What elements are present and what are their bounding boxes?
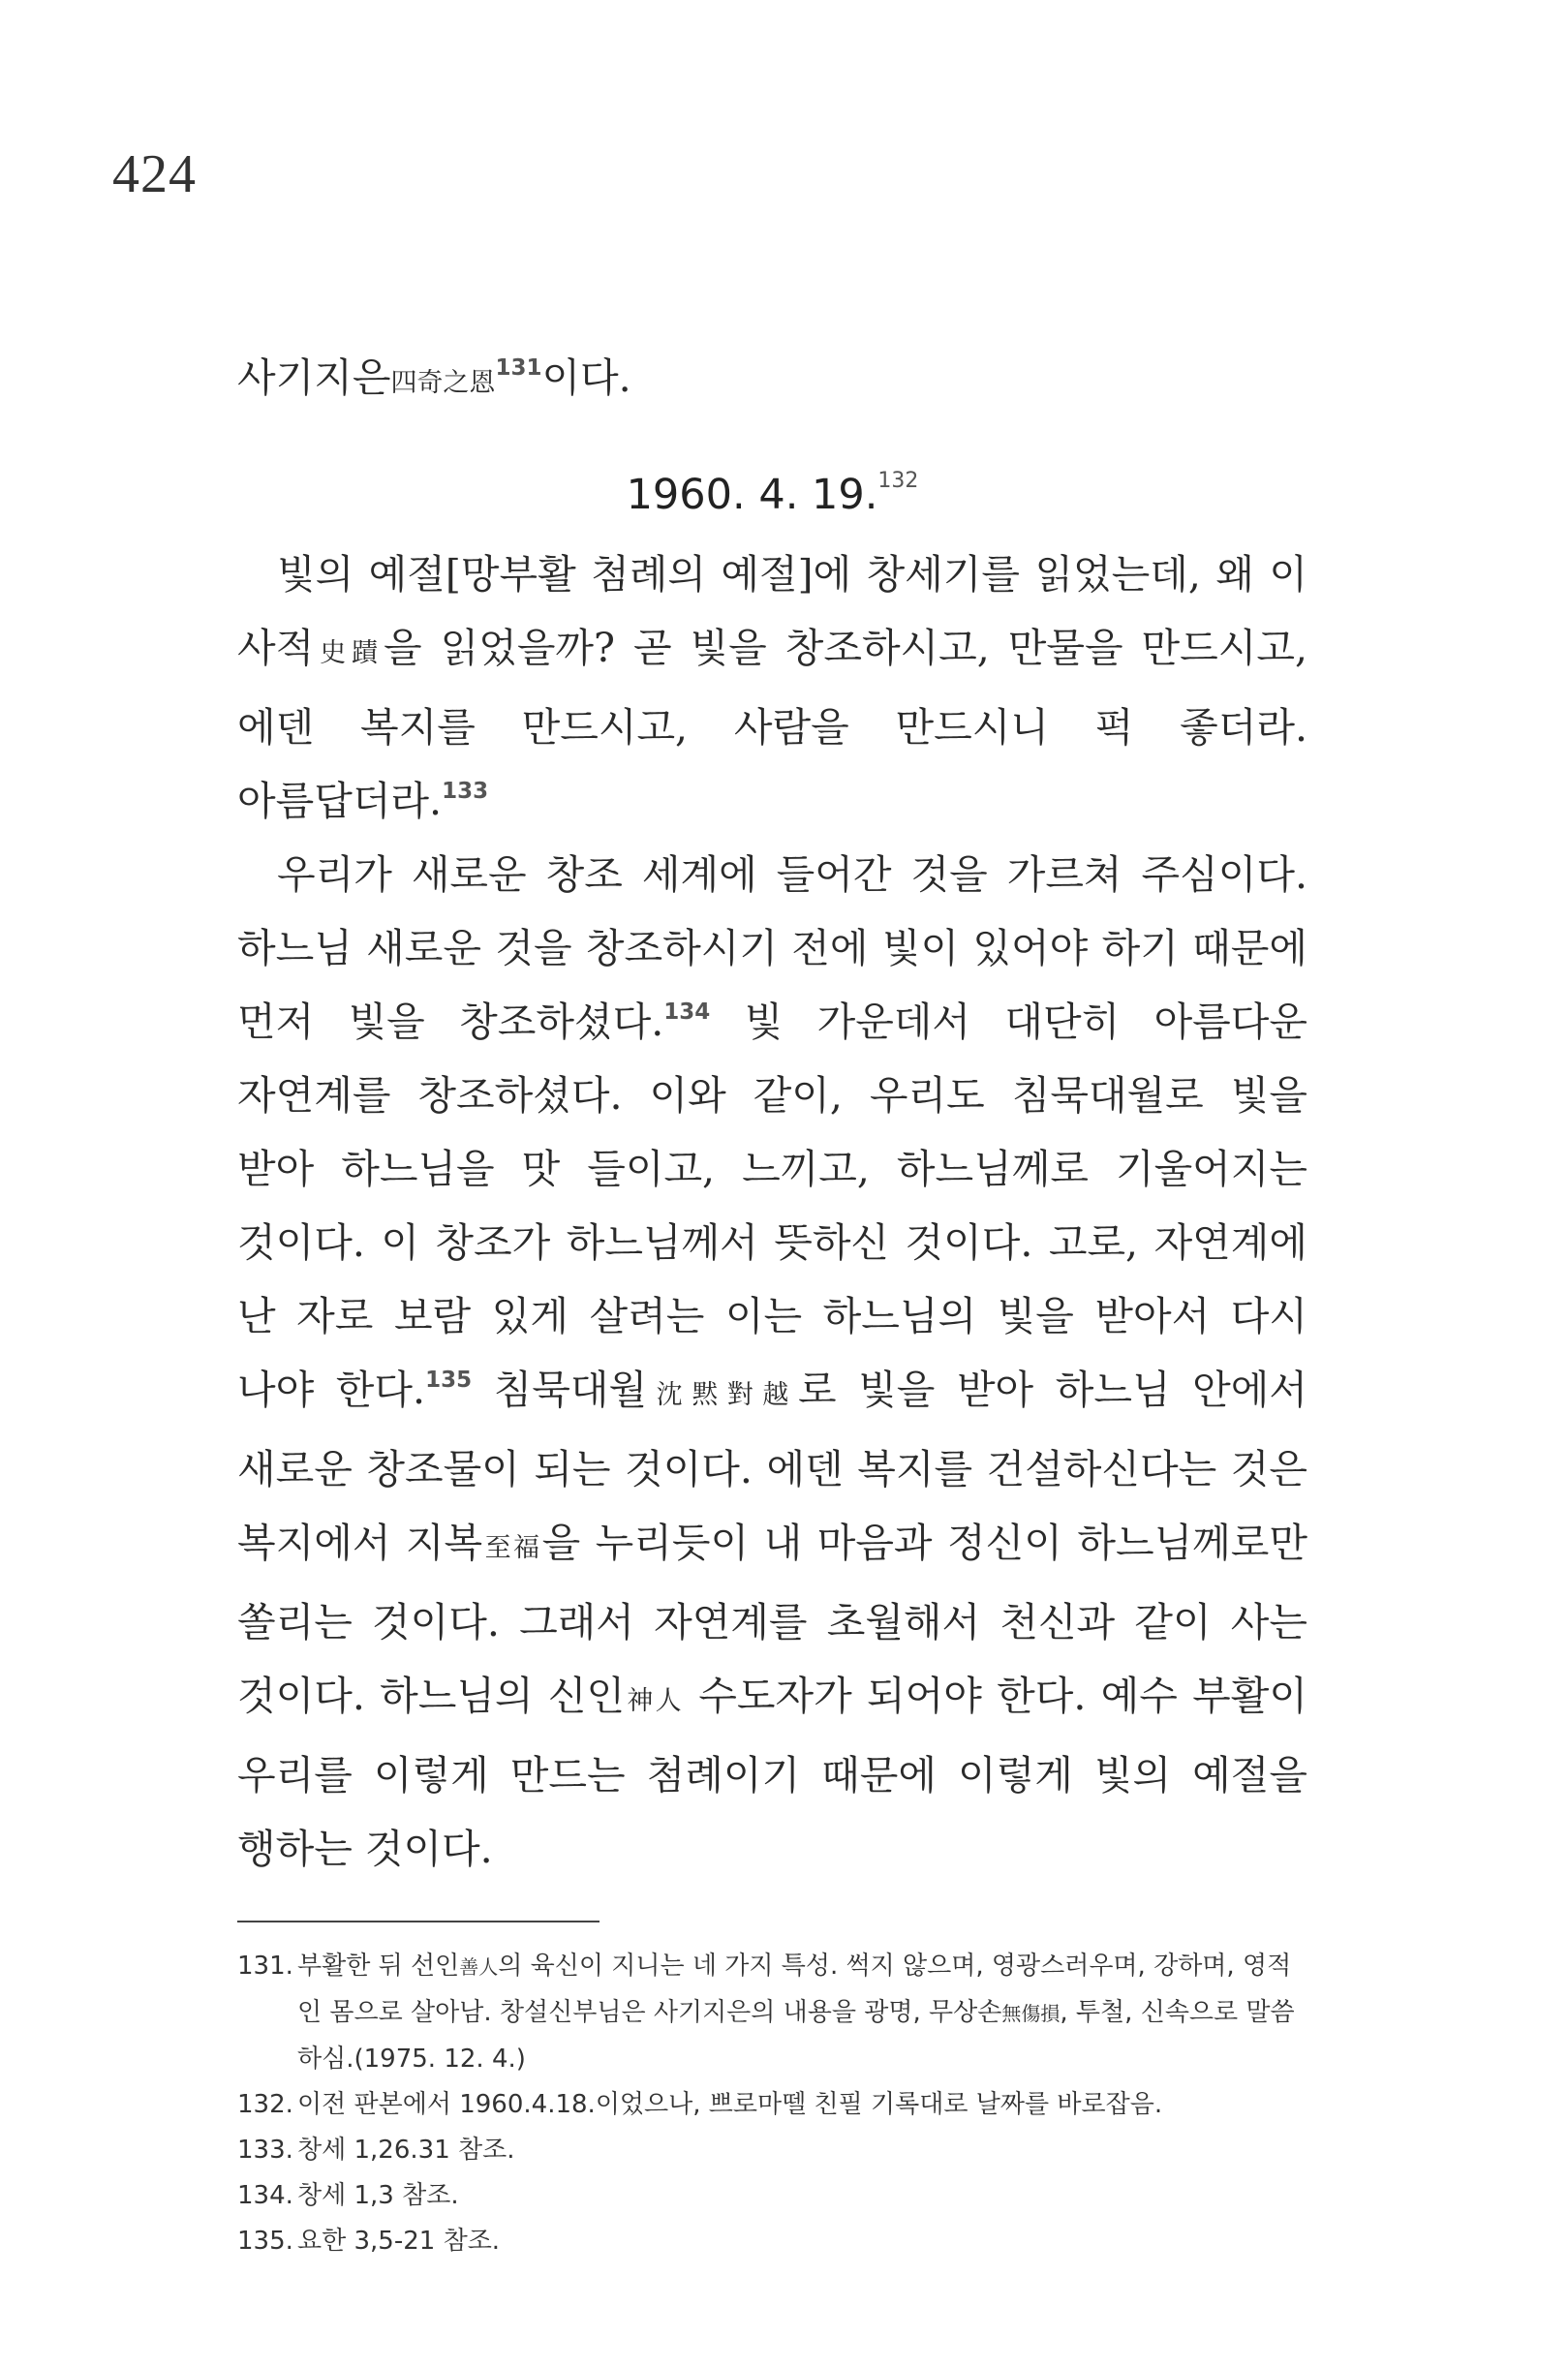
footnote-item bbox=[237, 2128, 1307, 2173]
lead-sentence bbox=[237, 349, 1307, 409]
footnote-item bbox=[237, 2082, 1307, 2128]
hanja-annotation: 史蹟 bbox=[314, 638, 384, 669]
paragraph-text: 빛의 예절[망부활 첨례의 예절]에 창세기를 읽었는데, 왜 이 사적 bbox=[237, 551, 1307, 672]
hanja-annotation: 無傷損 bbox=[1001, 2002, 1061, 2026]
hanja-annotation: 善人 bbox=[459, 1955, 499, 1980]
paragraph-text: 빛 가운데서 대단히 아름다운 자연계를 창조하셨다. 이와 같이, 우리도 침묵대월로 빛을 받아 하느님을 맛 들이고, 느끼고, 하느님께로 기울어지는 것이다. 이 창조가 하느님께서 뜻하신 것이다. 고로, 자연계에 난 자로 보람 있게 살려는 이는 하느님의 빛을 받아서 다시 나야 한다. bbox=[237, 999, 1307, 1414]
footnote-item bbox=[237, 2219, 1307, 2264]
hanja-annotation: 神人 bbox=[625, 1686, 684, 1717]
footnote-item bbox=[237, 2173, 1307, 2219]
footnote-ref-131[interactable]: 131 bbox=[495, 355, 542, 381]
footnote-text: 요한 3,5-21 참조. bbox=[297, 2227, 501, 2257]
paragraph-text: 로 빛을 받아 하느님 안에서 새로운 창조물이 되는 것이다. 에덴 복지를 건설하신다는 것은 복지에서 지복 bbox=[237, 1367, 1307, 1567]
page-content bbox=[237, 349, 1307, 2264]
footnote-text: 창세 1,26.31 참조. bbox=[297, 2136, 515, 2166]
paragraph-text: 우리가 새로운 창조 세계에 들어간 것을 가르쳐 주심이다. 하느님 새로운 것을 창조하시기 전에 빛이 있어야 하기 때문에 먼저 빛을 창조하셨다. bbox=[237, 851, 1307, 1046]
heading-date: 1960. 4. 19. bbox=[626, 470, 878, 519]
section-heading bbox=[237, 468, 1307, 521]
footnote-segment: 부활한 뒤 선인 bbox=[297, 1952, 460, 1982]
hanja-annotation: 至福 bbox=[482, 1533, 542, 1564]
footnote-ref-134[interactable]: 134 bbox=[663, 999, 711, 1026]
paragraph-text: 을 누리듯이 내 마음과 정신이 하느님께로만 쏠리는 것이다. 그래서 자연계를 초월해서 천신과 같이 사는 것이다. 하느님의 신인 bbox=[237, 1520, 1307, 1720]
body-paragraph-1 bbox=[237, 538, 1307, 838]
paragraph-text: 을 읽었을까? 곧 빛을 창조하시고, 만물을 만드시고, 에덴 복지를 만드시고, 사람을 만드시니 퍽 좋더라. 아름답더라. bbox=[237, 625, 1307, 825]
footnote-text bbox=[297, 1944, 1307, 2082]
lead-text-end: 이다. bbox=[541, 354, 631, 401]
footnote-item bbox=[237, 1944, 1307, 2082]
paragraph-text: 침묵대월 bbox=[472, 1367, 648, 1414]
footnote-number: 134. bbox=[237, 2181, 293, 2211]
paragraph-text: 수도자가 되어야 한다. 예수 부활이 우리를 이렇게 만드는 첨례이기 때문에 이렇게 빛의 예절을 행하는 것이다. bbox=[237, 1673, 1307, 1873]
lead-text: 사기지은 bbox=[237, 354, 391, 401]
footnote-ref-133[interactable]: 133 bbox=[442, 779, 489, 805]
body-paragraph-2 bbox=[237, 838, 1307, 1886]
footnote-list bbox=[237, 1944, 1307, 2264]
footnote-divider bbox=[237, 1921, 600, 1922]
footnote-number: 135. bbox=[237, 2227, 293, 2257]
footnote-ref-135[interactable]: 135 bbox=[425, 1368, 473, 1394]
footnote-number: 132. bbox=[237, 2090, 293, 2120]
footnote-segment: , 투철, 신속으로 말씀하심.(1975. 12. 4.) bbox=[297, 1998, 1295, 2075]
footnote-number: 133. bbox=[237, 2136, 293, 2166]
footnote-number: 131. bbox=[237, 1952, 293, 1982]
lead-hanja: 四奇之恩 bbox=[390, 368, 496, 398]
footnote-ref-132[interactable]: 132 bbox=[877, 468, 919, 493]
hanja-annotation: 沈黙對越 bbox=[647, 1380, 798, 1411]
page-number: 424 bbox=[112, 144, 197, 204]
footnote-segment: 의 육신이 지니는 네 가지 특성. 썩지 않으며, 영광스러우며, 강하며, 영적인 몸으로 살아남. 창설신부님은 사기지은의 내용을 광명, 무상손 bbox=[297, 1952, 1292, 2028]
footnote-text: 창세 1,3 참조. bbox=[297, 2181, 459, 2211]
footnote-text: 이전 판본에서 1960.4.18.이었으나, 쁘로마뗄 친필 기록대로 날짜를 바로잡음. bbox=[297, 2090, 1163, 2120]
